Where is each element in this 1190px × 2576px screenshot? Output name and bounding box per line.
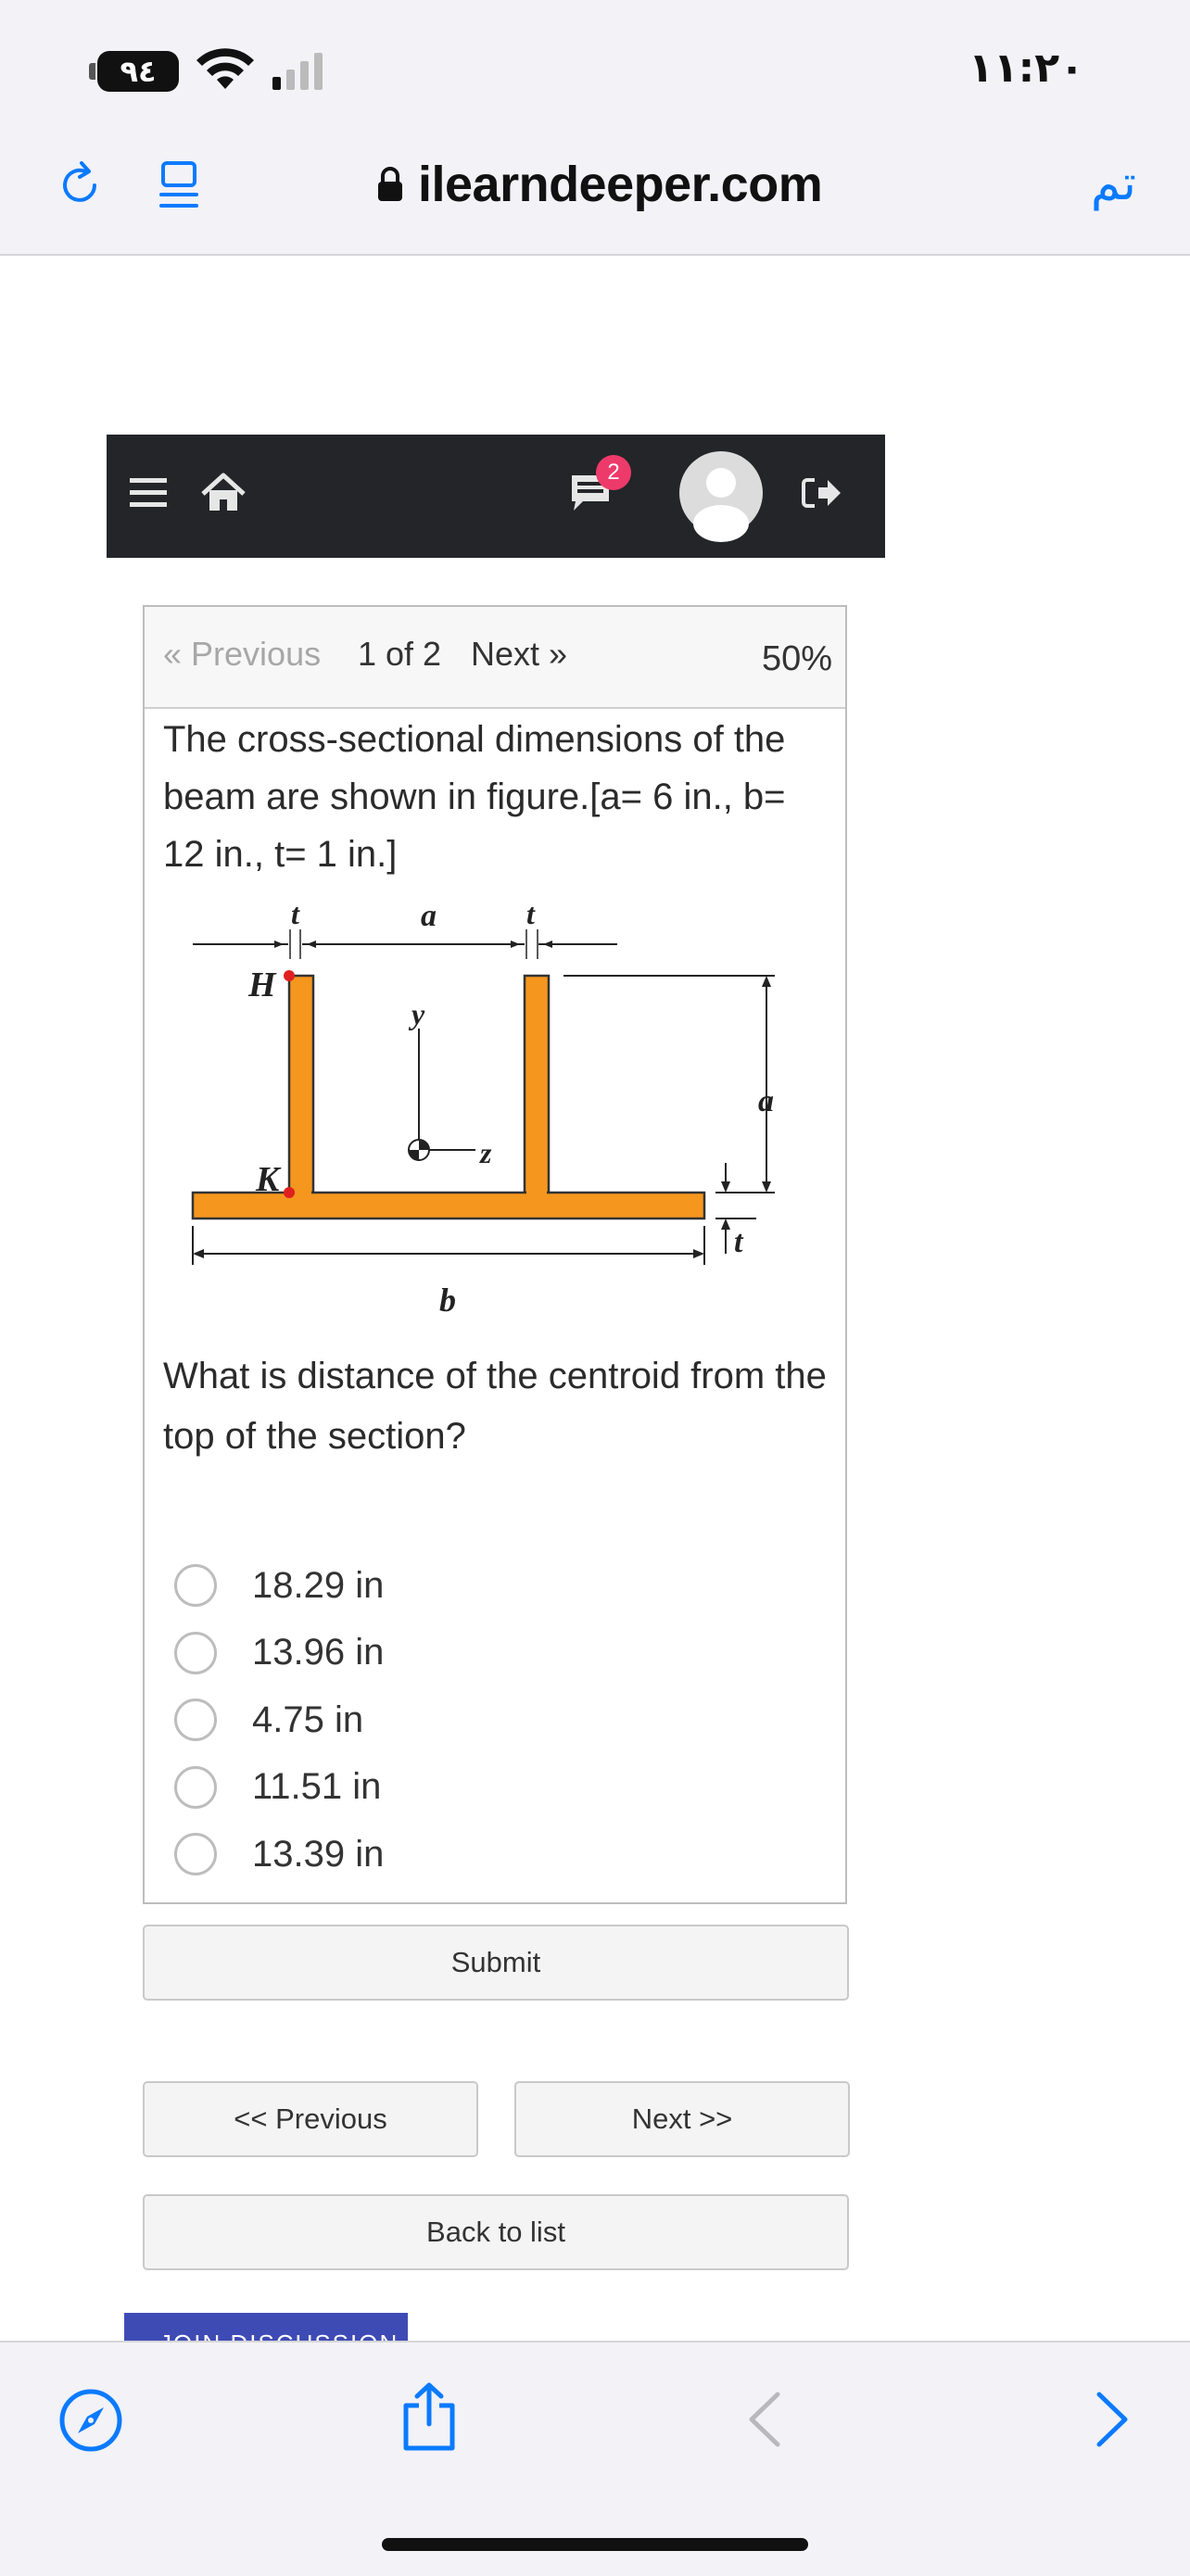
question-prompt: What is distance of the centroid from the top of the section? bbox=[163, 1356, 827, 1457]
beam-cross-section-figure bbox=[182, 876, 821, 1330]
address-bar[interactable] bbox=[375, 152, 822, 217]
cellular-signal-icon bbox=[271, 53, 335, 92]
share-icon[interactable] bbox=[399, 2381, 460, 2452]
answer-option[interactable] bbox=[174, 1552, 384, 1620]
answer-option[interactable] bbox=[174, 1620, 384, 1687]
lock-icon bbox=[375, 166, 405, 203]
radio-button[interactable] bbox=[174, 1632, 217, 1674]
done-button[interactable]: تم bbox=[1090, 156, 1136, 211]
option-label: 18.29 in bbox=[252, 1564, 385, 1606]
label-a-right: a bbox=[758, 1084, 774, 1118]
question-pager bbox=[145, 607, 845, 709]
compass-icon[interactable] bbox=[57, 2387, 124, 2454]
message-count-badge: 2 bbox=[596, 455, 631, 490]
battery-tip bbox=[89, 63, 95, 80]
answer-option[interactable] bbox=[174, 1686, 384, 1754]
site-navbar bbox=[107, 435, 885, 558]
url-text: ilearndeeper.com bbox=[418, 157, 823, 212]
user-icon bbox=[679, 451, 763, 535]
label-z: z bbox=[480, 1136, 492, 1169]
answer-option[interactable] bbox=[174, 1754, 384, 1822]
pager-previous-link[interactable]: « Previous bbox=[163, 635, 322, 673]
label-t-right: t bbox=[526, 897, 535, 930]
radio-button[interactable] bbox=[174, 1698, 217, 1741]
label-b: b bbox=[439, 1282, 456, 1319]
option-label: 4.75 in bbox=[252, 1698, 364, 1740]
previous-question-button[interactable]: << Previous bbox=[143, 2081, 478, 2157]
next-question-button[interactable]: Next >> bbox=[514, 2081, 850, 2157]
point-k bbox=[284, 1187, 295, 1198]
hamburger-menu-icon[interactable] bbox=[130, 476, 167, 510]
back-arrow-icon[interactable] bbox=[746, 2391, 783, 2448]
label-t-bottom: t bbox=[734, 1225, 743, 1259]
label-a-top: a bbox=[421, 899, 437, 933]
option-label: 13.96 in bbox=[252, 1632, 385, 1673]
answer-option[interactable] bbox=[174, 1821, 384, 1888]
home-icon[interactable] bbox=[199, 472, 247, 514]
reader-mode-icon[interactable] bbox=[158, 159, 200, 211]
point-h bbox=[284, 970, 295, 981]
left-web bbox=[289, 976, 313, 1193]
submit-button[interactable]: Submit bbox=[143, 1925, 849, 2001]
back-to-list-button[interactable]: Back to list bbox=[143, 2194, 849, 2270]
user-avatar[interactable] bbox=[679, 451, 763, 535]
join-discussion-button[interactable] bbox=[124, 2313, 408, 2341]
right-web bbox=[525, 976, 549, 1193]
label-k: K bbox=[256, 1160, 280, 1199]
forward-arrow-icon[interactable] bbox=[1094, 2391, 1131, 2448]
question-intro: The cross-sectional dimensions of the beam are shown in figure.[a= 6 in., b= 12 in., t= 1 in.] bbox=[163, 719, 786, 875]
home-indicator bbox=[382, 2538, 808, 2551]
option-label: 11.51 in bbox=[252, 1766, 382, 1808]
progress-percent: 50% bbox=[761, 639, 832, 678]
radio-button[interactable] bbox=[174, 1564, 217, 1607]
logout-icon[interactable] bbox=[802, 474, 842, 511]
reload-icon[interactable] bbox=[54, 159, 106, 211]
answer-options bbox=[174, 1552, 384, 1888]
pager-next-link[interactable]: Next » bbox=[471, 635, 568, 673]
label-t-left: t bbox=[291, 897, 299, 930]
label-y: y bbox=[411, 997, 425, 1030]
wifi-icon bbox=[195, 48, 256, 93]
option-label: 13.39 in bbox=[252, 1833, 385, 1875]
battery-indicator: ٩٤ bbox=[97, 51, 179, 92]
pager-count: 1 of 2 bbox=[358, 635, 442, 673]
radio-button[interactable] bbox=[174, 1766, 217, 1809]
question-card bbox=[143, 605, 847, 1904]
status-time: ١١:٢٠ bbox=[968, 44, 1084, 92]
label-h: H bbox=[248, 966, 276, 1004]
radio-button[interactable] bbox=[174, 1833, 217, 1875]
